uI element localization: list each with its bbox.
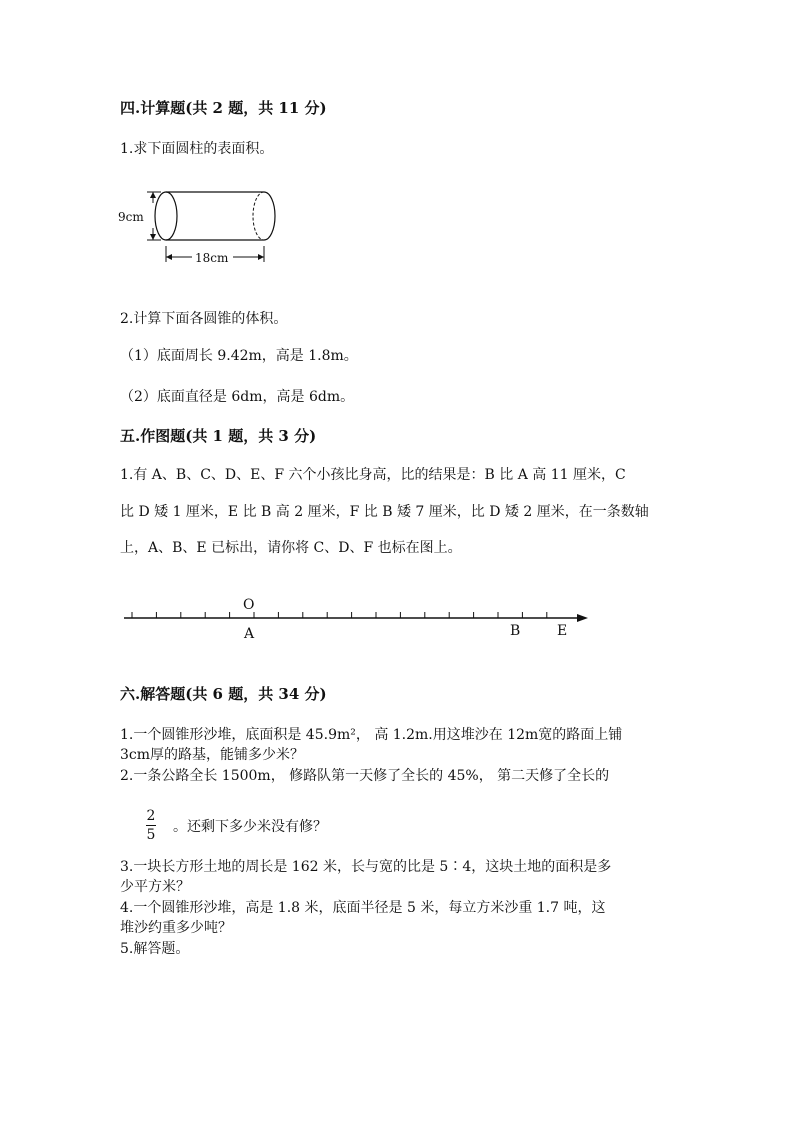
- question-5-1-line1: 1.有 A、B、C、D、E、F 六个小孩比身高，比的结果是：B 比 A 高 11 厘米，C: [120, 467, 626, 483]
- section-heading-5: 五.作图题(共 1 题，共 3 分): [120, 427, 317, 445]
- arrow-icon: [166, 254, 172, 260]
- point-a-label: A: [244, 626, 255, 642]
- length-label: 18cm: [195, 251, 229, 265]
- fraction-denominator: 5: [146, 827, 156, 843]
- question-6-1-line2: 3cm厚的路基，能铺多少米？: [120, 747, 305, 763]
- cylinder-hidden-edge: [253, 192, 264, 240]
- question-6-2-line1: 2.一条公路全长 1500m， 修路队第一天修了全长的 45%， 第二天修了全长的: [120, 768, 610, 784]
- question-5-1-line3: 上，A、B、E 已标出，请你将 C、D、F 也标在图上。: [120, 540, 462, 556]
- cylinder-right-face: [264, 192, 275, 240]
- question-6-4-line2: 堆沙约重多少吨？: [120, 920, 232, 936]
- arrow-icon: [150, 192, 156, 198]
- fraction-numerator: 2: [146, 808, 156, 824]
- point-b-label: B: [510, 623, 521, 639]
- point-e-label: E: [557, 623, 568, 639]
- height-label: 9cm: [118, 210, 144, 224]
- number-line: [118, 590, 598, 650]
- cylinder-figure: [115, 180, 285, 270]
- section-heading-4: 四.计算题(共 2 题，共 11 分): [120, 99, 327, 117]
- question-5-1-line2: 比 D 矮 1 厘米，E 比 B 高 2 厘米，F 比 B 矮 7 厘米，比 D 矮 2 厘米，在一条数轴: [120, 504, 649, 520]
- arrow-icon: [150, 234, 156, 240]
- fraction-bar: [146, 825, 156, 826]
- cylinder-left-face: [155, 192, 177, 240]
- question-6-2-line2: 。还剩下多少米没有修？: [173, 819, 327, 835]
- number-line-ticks: [132, 612, 547, 618]
- question-4-1: 1.求下面圆柱的表面积。: [120, 141, 274, 157]
- question-4-2-a: （1）底面周长 9.42m，高是 1.8m。: [120, 348, 358, 364]
- origin-label: O: [243, 597, 255, 613]
- question-6-3-line1: 3.一块长方形土地的周长是 162 米，长与宽的比是 5∶4，这块土地的面积是多: [120, 859, 612, 875]
- arrow-icon: [258, 254, 264, 260]
- question-4-2: 2.计算下面各圆锥的体积。: [120, 311, 288, 327]
- question-6-1-line1: 1.一个圆锥形沙堆，底面积是 45.9m²， 高 1.2m.用这堆沙在 12m宽的路面上铺: [120, 727, 623, 743]
- fraction: [146, 808, 156, 843]
- question-4-2-b: （2）底面直径是 6dm，高是 6dm。: [120, 389, 355, 405]
- arrow-icon: [577, 614, 588, 622]
- question-6-5: 5.解答题。: [120, 941, 190, 957]
- question-6-3-line2: 少平方米？: [120, 879, 190, 895]
- section-heading-6: 六.解答题(共 6 题，共 34 分): [120, 685, 327, 703]
- question-6-4-line1: 4.一个圆锥形沙堆，高是 1.8 米，底面半径是 5 米，每立方米沙重 1.7 吨，这: [120, 900, 606, 916]
